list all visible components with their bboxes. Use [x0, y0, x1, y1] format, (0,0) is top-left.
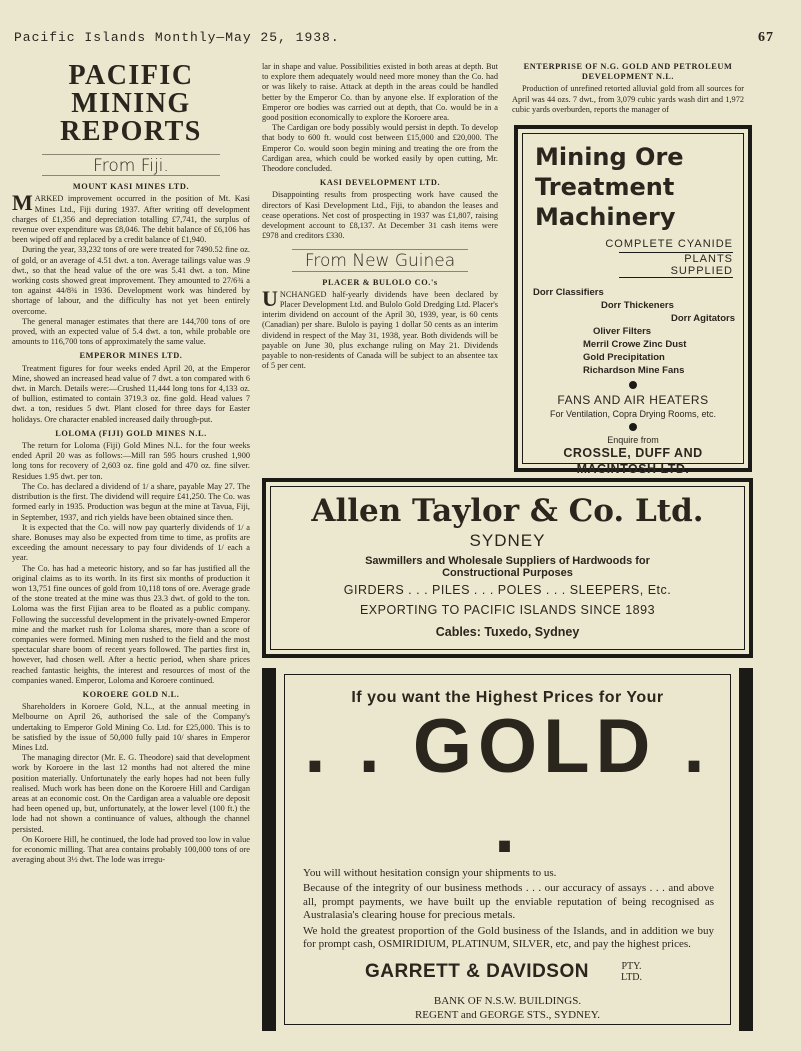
- ad-line: GIRDERS . . . PILES . . . POLES . . . SLEEPERS, Etc.: [343, 583, 672, 597]
- equipment-item: Oliver Filters: [593, 326, 652, 337]
- ad-paragraph: We hold the greatest proportion of the Gold business of the Islands, and in addition we buy for prompt cash, OSMIRIDIUM, PLATINUM, SILVER, etc, and pay the highest prices.: [303, 924, 714, 951]
- running-head-text: Pacific Islands Monthly—May 25, 1938.: [14, 30, 340, 45]
- ad-title-line: Treatment: [535, 173, 675, 201]
- divider: [42, 154, 220, 155]
- bullet-dot: [629, 423, 637, 431]
- ad-title: [535, 142, 743, 232]
- equipment-item: Merril Crowe Zinc Dust: [583, 339, 687, 350]
- article-paragraph: lar in shape and value. Possibilities existed in both areas at depth. But to explore them adequately would need more money than the Co. had or was likely to raise. Attack at depth in the areas could be handled better by the Emperor Co. than by anyone else. If exploration of the Emperor ore bodies was carried out at depth, that Co. would be in a good position economically to explore the Koroere area.: [262, 62, 498, 123]
- article-paragraph: Shareholders in Koroere Gold, N.L., at the annual meeting in Melbourne on April 26, authorised the sale of the Company's undertaking to Emperor Gold Mining Co. Ltd. for £25,000. This is to be satisfied by the issue of 50,000 fully paid 10/ shares in Emperor Mines Ltd.: [12, 702, 250, 752]
- running-head: [14, 30, 774, 48]
- ad-firm: GARRETT & DAVIDSON: [365, 961, 589, 983]
- article-paragraph: ARKED improvement occurred in the position of Mt. Kasi Mines Ltd., Fiji during 1937. After writing off development charges of £1,356 and depreciation totalling £7,741, the surplus of revenue over expenditure was £8,046. The debit balance of £6,106 has been wiped off and replaced by a credit balance of £1,940.: [12, 194, 250, 245]
- article-paragraph: On Koroere Hill, he continued, the lode had proved too low in value for economic milling. That area contains probably 100,000 tons of ore averaging about 3½ dwt. The lode was irregu-: [12, 834, 250, 865]
- drop-cap: U: [262, 285, 278, 311]
- ad-title-line: Machinery: [535, 203, 676, 231]
- ad-plants: PLANTS SUPPLIED: [619, 252, 733, 278]
- ad-body: [303, 867, 714, 951]
- article-paragraph: Treatment figures for four weeks ended April 20, at the Emperor Mine, showed an increased head value of 7 dwt. a ton compared with 6 dwt. in March. Details were:—Crushed 11,444 long tons for 4,133 oz. of bullion, estimated to contain 3719.3 oz. fine gold. Head values 7 dwt. a ton, residues 5 dwt. Plant closed for three days for Easter holidays. Ore character enabled increased daily through-put.: [12, 363, 250, 424]
- heading-koroere: KOROERE GOLD N.L.: [82, 689, 180, 699]
- article-paragraph: Disappointing results from prospecting work have caused the directors of Kasi Development Ltd., Fiji, to abandon the leases and cease operations. Net cost of prospecting in 1937 was £1,807, raising development account to £8,137. At December 31 cash items were £978 and creditors £330.: [262, 190, 498, 241]
- ad-mining-machinery: [514, 125, 752, 476]
- heading-kasi-development: KASI DEVELOPMENT LTD.: [319, 178, 441, 188]
- article-paragraph: During the year, 33,232 tons of ore were treated for 7490.52 fine oz. of gold, or an average of 4.51 dwt. a ton. Average tailings value was .9 dwt., so that the head value of the ore was 5.41 dwt. a ton. Mine working costs showed great improvement. They amounted to 27/6¾ a ton against 44/8¾ in 1936. Development work was hindered by shortage of labour, and the difficulty has not yet been entirely overcome.: [12, 245, 250, 316]
- article-paragraph: The Co. has had a meteoric history, and so far has justified all the original claims as to its worth. In its first six months of production it won 13,751 fine ounces of gold from 10,118 tons of ore. Average grade of the stone treated at the mine was thus 23.3 dwt. of gold to the ton. Loloma was the first Fijian area to be floated as a public company. Following the successful development in the privately-owned Emperor mine and the market rush for Loloma shares, more than a score of companies were formed. Mining men rushed to the field and the most spectacular share boom of recent years followed. The parties first in, however, had chosen well. After a hectic period, when share prices reached fantastic heights, the interest and resources of most of the companies waned. Emperor, Loloma and Koroere continued.: [12, 563, 250, 685]
- ad-paragraph: Because of the integrity of our business methods . . . our accuracy of assays . . . and above all, prompt payments, we have built up the enviable reputation of being recognised as Australasia's clearing house for precious metals.: [303, 882, 714, 922]
- gold-ad-border: [284, 674, 731, 1025]
- ad-firm-line: CROSSLE, DUFF AND: [563, 446, 703, 460]
- ad-street: REGENT and GEORGE STS., SYDNEY.: [414, 1009, 601, 1022]
- article-paragraph: The general manager estimates that there are 144,700 tons of ore proved, with an expected value of 5.4 dwt. a ton, while probable ore amounts to 116,700 tons of approximately the same value.: [12, 316, 250, 347]
- ad-border: [522, 133, 744, 476]
- side-bar-right: [739, 668, 753, 1031]
- ad-allen-taylor: [262, 478, 753, 658]
- ad-firm-line: MACINTOSH LTD.: [576, 462, 690, 476]
- ad-border: [270, 486, 745, 650]
- ad-ltd: LTD.: [621, 972, 643, 984]
- ad-firm-block: [285, 961, 730, 991]
- section-new-guinea: From New Guinea: [304, 251, 456, 272]
- equipment-item: Dorr Thickeners: [601, 300, 674, 311]
- heading-mount-kasi: MOUNT KASI MINES LTD.: [72, 182, 190, 192]
- heading-emperor: EMPEROR MINES LTD.: [79, 351, 183, 361]
- bullet-dot: [629, 381, 637, 389]
- ad-fans: FANS AND AIR HEATERS: [557, 393, 709, 407]
- column-1: [12, 62, 250, 865]
- side-bar-left: [262, 668, 276, 1031]
- ad-gold-frame: [262, 668, 753, 1031]
- page-title: PACIFIC MINING REPORTS: [60, 60, 202, 147]
- ad-cyanide: COMPLETE CYANIDE: [605, 238, 733, 250]
- article-paragraph: It is expected that the Co. will now pay quarterly dividends of 1/ a share. Bonuses may also be expected from time to time, as profits are exceeding the amount necessary to pay four dividends of 1/ each a year.: [12, 522, 250, 563]
- ad-pty: PTY.: [621, 961, 642, 973]
- ad-title: Allen Taylor & Co. Ltd.: [311, 493, 704, 529]
- article-paragraph: The Cardigan ore body possibly would persist in depth. To develop that body to 600 ft. would cost between £15,000 and £20,000. The Emperor Co. would soon begin mining and treating the ore from the Cardigan area, which could be worked easily by open cutting, Mr. Theodore concluded.: [262, 123, 498, 174]
- column-2: [262, 62, 498, 371]
- article-paragraph: NCHANGED half-yearly dividends have been declared by Placer Development Ltd. and Bulolo Gold Dredging Ltd. Placer's interim dividend on account of the April 30, 1939, year, is 60 cents (Canadian) per share. Bulolo is paying 1 dollar 50 cents as an interim dividend in respect of the May 31, 1938, year. Both dividends will be payable on June 30, plus exchange ruling on May 21. Dividends payable to non-residents of Canada will be subject to an absentee tax of 5 per cent.: [262, 289, 498, 371]
- divider: [292, 249, 468, 250]
- page-number: 67: [758, 30, 774, 45]
- heading-loloma: LOLOMA (FIJI) GOLD MINES N.L.: [55, 428, 207, 438]
- ad-headline: If you want the Highest Prices for Your: [351, 689, 664, 706]
- ad-title-line: Mining Ore: [535, 143, 684, 171]
- ad-line: Sawmillers and Wholesale Suppliers of Hardwoods for: [365, 555, 650, 567]
- ad-firm-suffix: [621, 961, 642, 983]
- ad-line: EXPORTING TO PACIFIC ISLANDS SINCE 1893: [359, 603, 656, 617]
- article-paragraph: The Co. has declared a dividend of 1/ a share, payable May 27. The distribution is the first. The dividend will require £41,250. The Co. was formed early in 1935. Production was begun at the mine at Tavua, Fiji, in September, 1937, and rich yields have been obtained since then.: [12, 481, 250, 522]
- ad-line: Constructional Purposes: [442, 567, 573, 579]
- heading-enterprise: ENTERPRISE OF N.G. GOLD AND PETROLEUM DEVELOPMENT N.L.: [523, 62, 733, 82]
- ad-enquire: Enquire from: [607, 435, 659, 445]
- ad-bank: BANK OF N.S.W. BUILDINGS.: [433, 995, 582, 1008]
- drop-cap: M: [12, 190, 33, 216]
- ad-city: SYDNEY: [469, 531, 546, 550]
- equipment-item: Gold Precipitation: [583, 352, 665, 363]
- article-paragraph: Production of unrefined retorted alluvial gold from all sources for April was 44 ozs. 7 dwt., from 3,079 cubic yards wash dirt and 1,972 cubic yards overburden, reports the manager of: [512, 84, 744, 114]
- article-paragraph: The managing director (Mr. E. G. Theodore) said that development work by Koroere in the last 12 months had not altered the mine position materially. Unfortunately the early hopes had not been fully realised. Much work has been done on the Koroere Hill and Cardigan areas at an economic cost. On the Cardigan area a valuable ore deposit had been opened up, but, unfortunately, at the lower level (100 ft.) the lode had not shown a continuance of values, although the channel persisted.: [12, 753, 250, 834]
- equipment-item: Dorr Classifiers: [533, 287, 604, 298]
- ad-cables: Cables: Tuxedo, Sydney: [435, 625, 580, 639]
- ad-gold-word: . . GOLD . .: [304, 704, 711, 869]
- equipment-item: Richardson Mine Fans: [583, 365, 685, 376]
- ad-fans-sub: For Ventilation, Copra Drying Rooms, etc.: [549, 409, 717, 419]
- column-3: [512, 62, 744, 115]
- article-paragraph: The return for Loloma (Fiji) Gold Mines N.L. for the four weeks ended April 20 was as follows:—Mill ran 595 hours crushed 1,900 long tons for recovery of 2,603 oz. fine gold and 470 oz. fine silver. Residues 1.95 dwt. per ton.: [12, 441, 250, 481]
- section-fiji: From Fiji.: [93, 156, 169, 176]
- equipment-item: Dorr Agitators: [670, 313, 735, 324]
- ad-paragraph: You will without hesitation consign your shipments to us.: [303, 867, 557, 879]
- equipment-list: [533, 286, 735, 377]
- heading-placer: PLACER & BULOLO CO.'s: [322, 277, 438, 287]
